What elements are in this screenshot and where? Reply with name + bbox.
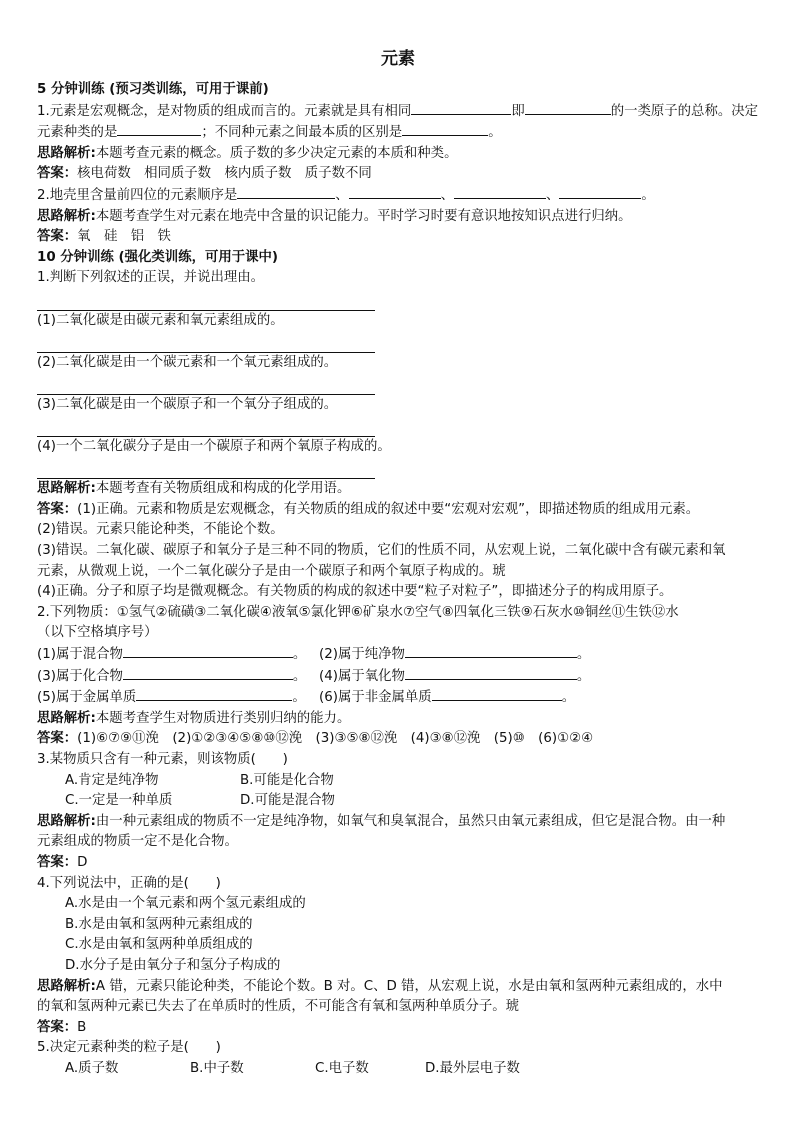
option-row bbox=[37, 791, 759, 812]
fill-blank[interactable] bbox=[136, 687, 292, 701]
fill-blank[interactable] bbox=[454, 185, 546, 199]
fill-row bbox=[37, 666, 759, 688]
fill-blank[interactable] bbox=[349, 185, 441, 199]
answer-line-text: (2)错误。元素只能论种类，不能论个数。 bbox=[37, 522, 284, 538]
question-4-answer bbox=[37, 1018, 759, 1039]
option-a[interactable]: A.质子数 bbox=[65, 1060, 119, 1076]
analysis-text: 本题考查学生对物质进行类别归纳的能力。 bbox=[95, 710, 351, 726]
answer-line-text bbox=[37, 562, 759, 583]
answer-text: (1)⑥⑦⑨⑪浼 (2)①②③④⑤⑧⑩⑫浼 (3)③⑤⑧⑫浼 (4)③⑧⑫浼 (5)⑩ (6)①②④ bbox=[77, 731, 594, 747]
analysis-text: 本题考查元素的概念。质子数的多少决定元素的本质和种类。 bbox=[95, 145, 458, 161]
question-1-answer bbox=[37, 164, 759, 185]
statement-item: (1)二氧化碳是由碳元素和氧元素组成的。 bbox=[37, 312, 284, 328]
q1-text-d: 元素种类的是 bbox=[37, 125, 118, 141]
separator: 、 bbox=[440, 187, 455, 203]
answer-line-text: (4)正确。分子和原子均是微观概念。有关物质的构成的叙述中要“粒子对粒子”，即描述分子的构成用原子。 bbox=[37, 584, 673, 600]
worksheet-page bbox=[37, 48, 759, 1080]
question-1-stem bbox=[37, 101, 759, 123]
q1-text-f: 。 bbox=[488, 125, 502, 141]
fill-blank[interactable] bbox=[117, 122, 201, 136]
section-heading-5min: 5 分钟训练 (预习类训练，可用于课前) bbox=[37, 82, 269, 97]
answer-text: 核电荷数 相同质子数 核内质子数 质子数不同 bbox=[77, 166, 372, 182]
option-d[interactable]: D.最外层电子数 bbox=[425, 1060, 520, 1076]
option-a[interactable]: A.肯定是纯净物 bbox=[65, 772, 159, 788]
fill-blank[interactable] bbox=[559, 185, 641, 199]
option-d[interactable]: D.可能是混合物 bbox=[240, 793, 335, 809]
fill-label: (4)属于氧化物 bbox=[319, 668, 405, 684]
page-title: 元素 bbox=[381, 49, 415, 69]
fill-blank[interactable] bbox=[432, 687, 562, 701]
fill-row bbox=[37, 644, 759, 666]
period: 。 bbox=[561, 690, 576, 706]
question-2-analysis bbox=[37, 709, 759, 730]
analysis-text: A 错，元素只能论种类，不能论个数。B 对。C、D 错，从宏观上说，水是由氧和氢两种元素组成的，水中 bbox=[95, 978, 723, 994]
question-2-stem bbox=[37, 185, 759, 207]
fill-label: (5)属于金属单质 bbox=[37, 690, 137, 706]
answer-text: 氧 硅 铝 铁 bbox=[77, 229, 171, 245]
fill-label: (1)属于混合物 bbox=[37, 647, 123, 663]
stray-char: 琥 bbox=[492, 563, 506, 579]
analysis-text: 本题考查有关物质组成和构成的化学用语。 bbox=[95, 481, 351, 497]
question-4-analysis bbox=[37, 977, 759, 998]
section-heading-10min: 10 分钟训练 (强化类训练，可用于课中) bbox=[37, 249, 279, 265]
question-2-answer bbox=[37, 729, 759, 750]
question-1-analysis bbox=[37, 144, 759, 165]
answer-label: 答案： bbox=[37, 229, 78, 245]
question-4-stem: 4.下列说法中，正确的是( ) bbox=[37, 875, 221, 891]
option-b[interactable]: B.可能是化合物 bbox=[240, 772, 334, 788]
answer-line[interactable] bbox=[37, 373, 375, 395]
option-d[interactable]: D.水分子是由氧分子和氢分子构成的 bbox=[65, 957, 281, 973]
analysis-text: 本题考查学生对元素在地壳中含量的识记能力。平时学习时要有意识地按知识点进行归纳。 bbox=[95, 208, 632, 224]
answer-text: (1)正确。元素和物质是宏观概念，有关物质的组成的叙述中要“宏观对宏观”，即描述物质的组成用元素。 bbox=[77, 501, 700, 517]
answer-line[interactable] bbox=[37, 289, 375, 311]
fill-label: (2)属于纯净物 bbox=[319, 647, 405, 663]
answer-line[interactable] bbox=[37, 331, 375, 353]
fill-blank[interactable] bbox=[123, 644, 293, 658]
fill-blank[interactable] bbox=[405, 644, 577, 658]
answer-label: 答案： bbox=[37, 166, 78, 182]
question-2-stem: 2.下列物质：①氢气②硫磺③二氧化碳④液氧⑤氯化钾⑥矿泉水⑦空气⑧四氧化三铁⑨石灰水⑩铜丝⑪生铁⑫水 bbox=[37, 604, 679, 620]
option-c[interactable]: C.一定是一种单质 bbox=[65, 793, 173, 809]
q1-text-e: ；不同种元素之间最本质的区别是 bbox=[201, 125, 403, 141]
option-row bbox=[37, 1059, 759, 1080]
question-4-analysis-cont: 的氧和氢两种元素已失去了在单质时的性质，不可能含有氧和氢两种单质分子。琥 bbox=[37, 999, 520, 1015]
analysis-label: 思路解析: bbox=[37, 813, 96, 829]
question-1-stem: 1.判断下列叙述的正误，并说出理由。 bbox=[37, 270, 265, 286]
q2-text: 2.地壳里含量前四位的元素顺序是 bbox=[37, 187, 238, 203]
answer-label: 答案： bbox=[37, 501, 78, 517]
q1-text-a: 1.元素是宏观概念，是对物质的组成而言的。元素就是具有相同 bbox=[37, 103, 412, 119]
option-row bbox=[37, 771, 759, 792]
question-2-note: （以下空格填序号） bbox=[37, 625, 158, 641]
question-5-stem: 5.决定元素种类的粒子是( ) bbox=[37, 1040, 221, 1056]
period: 。 bbox=[576, 647, 591, 663]
period: 。 bbox=[641, 187, 655, 203]
option-c[interactable]: C.水是由氧和氢两种单质组成的 bbox=[65, 937, 253, 953]
period: 。 bbox=[292, 647, 307, 663]
answer-text: B bbox=[77, 1019, 87, 1035]
answer-label: 答案： bbox=[37, 1019, 78, 1035]
answer-line[interactable] bbox=[37, 458, 375, 480]
period: 。 bbox=[292, 690, 306, 706]
question-3-answer bbox=[37, 853, 759, 874]
question-2-analysis bbox=[37, 207, 759, 228]
fill-blank[interactable] bbox=[123, 666, 293, 680]
fill-blank[interactable] bbox=[411, 101, 511, 115]
analysis-text: 由一种元素组成的物质不一定是纯净物，如氧气和臭氧混合，虽然只由氧元素组成，但它是混合物。由一种 bbox=[95, 813, 726, 829]
fill-row bbox=[37, 687, 759, 709]
question-2-answer bbox=[37, 227, 759, 248]
question-1-analysis bbox=[37, 479, 759, 500]
fill-blank[interactable] bbox=[525, 101, 611, 115]
option-b[interactable]: B.水是由氧和氢两种元素组成的 bbox=[65, 916, 253, 932]
fill-label: (3)属于化合物 bbox=[37, 668, 123, 684]
q1-text-c: 的一类原子的总称。决定 bbox=[610, 103, 759, 119]
option-b[interactable]: B.中子数 bbox=[190, 1060, 244, 1076]
question-3-stem: 3.某物质只含有一种元素，则该物质( ) bbox=[37, 752, 288, 767]
answer-label: 答案： bbox=[37, 731, 78, 747]
analysis-label: 思路解析: bbox=[37, 208, 96, 224]
period: 。 bbox=[576, 668, 591, 684]
period: 。 bbox=[292, 668, 307, 684]
statement-item: (2)二氧化碳是由一个碳元素和一个氧元素组成的。 bbox=[37, 354, 338, 370]
analysis-label: 思路解析: bbox=[37, 145, 96, 161]
analysis-label: 思路解析: bbox=[37, 710, 96, 726]
answer-text: D bbox=[77, 854, 88, 870]
question-1-answer bbox=[37, 500, 759, 521]
answer-text: 元素，从微观上说，一个二氧化碳分子是由一个碳原子和两个氧原子构成的。 bbox=[37, 563, 493, 579]
answer-label: 答案： bbox=[37, 854, 78, 870]
fill-blank[interactable] bbox=[237, 185, 335, 199]
statement-item: (4)一个二氧化碳分子是由一个碳原子和两个氧原子构成的。 bbox=[37, 439, 391, 455]
analysis-label: 思路解析: bbox=[37, 481, 96, 497]
analysis-label: 思路解析: bbox=[37, 978, 96, 994]
separator: 、 bbox=[546, 187, 560, 203]
answer-line-text: (3)错误。二氧化碳、碳原子和氧分子是三种不同的物质，它们的性质不同，从宏观上说，二氧化碳中含有碳元素和氧 bbox=[37, 543, 726, 559]
q1-text-b: 即 bbox=[511, 103, 525, 119]
answer-line[interactable] bbox=[37, 416, 375, 438]
question-3-analysis bbox=[37, 812, 759, 833]
fill-label: (6)属于非金属单质 bbox=[319, 690, 432, 706]
fill-blank[interactable] bbox=[402, 122, 488, 136]
separator: 、 bbox=[335, 187, 349, 203]
option-a[interactable]: A.水是由一个氧元素和两个氢元素组成的 bbox=[65, 896, 306, 912]
question-3-analysis-cont: 元素组成的物质一定不是化合物。 bbox=[37, 834, 238, 850]
statement-item: (3)二氧化碳是由一个碳原子和一个氧分子组成的。 bbox=[37, 396, 338, 412]
fill-blank[interactable] bbox=[405, 666, 577, 680]
question-1-stem-cont bbox=[37, 122, 759, 144]
option-c[interactable]: C.电子数 bbox=[315, 1060, 369, 1076]
